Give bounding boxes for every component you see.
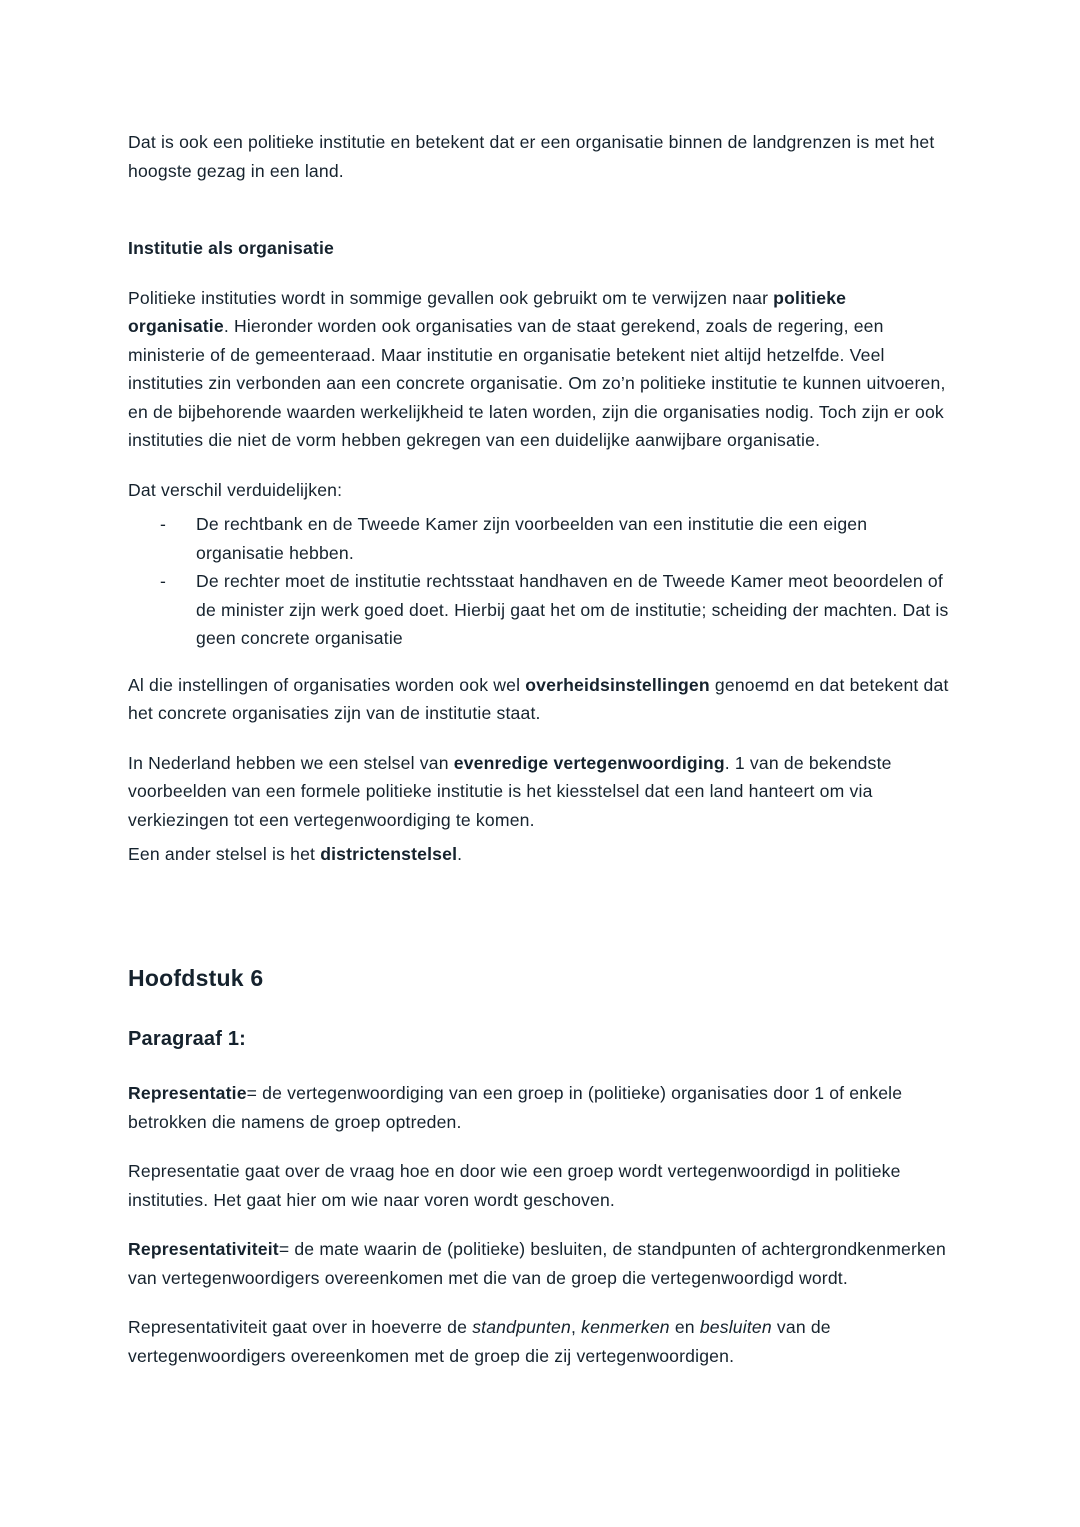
run-text: .	[457, 844, 463, 864]
list-item-label: De rechtbank en de Tweede Kamer zijn voorbeelden van een institutie die een eigen organisatie hebben.	[196, 514, 868, 563]
paragraph-representatie-definitie	[128, 1079, 952, 1136]
spacer	[128, 206, 952, 234]
run-text: Representativiteit gaat over in hoeverre de	[128, 1317, 473, 1338]
run-italic-besluiten: besluiten	[699, 1317, 772, 1338]
paragraph-districtenstelsel	[128, 840, 952, 869]
run-bold-overheidsinstellingen: overheidsinstellingen	[525, 674, 710, 695]
heading-hoofdstuk-6: Hoofdstuk 6	[128, 964, 264, 991]
run-text: = de vertegenwoordiging van een groep in (politieke) organisaties door 1 of enkele betrokken die namens de groep optreden.	[128, 1083, 903, 1132]
run-italic-kenmerken: kenmerken	[581, 1317, 670, 1338]
run-text: Al die instellingen of organisaties worden ook wel	[128, 674, 526, 695]
run-bold-politieke-organisatie: politieke organisatie	[128, 287, 847, 336]
heading-institutie-als-organisatie: Institutie als organisatie	[128, 238, 334, 258]
list-item	[128, 510, 952, 567]
document-body	[128, 128, 952, 1370]
paragraph-dat-verschil: Dat verschil verduidelijken:	[128, 479, 343, 500]
list-item-label: De rechter moet de institutie rechtsstaat handhaven en de Tweede Kamer meot beoordelen of de minister zijn werk goed doet. Hierbij gaat het om de institutie; scheiding der machten. Dat is geen concrete organisatie	[196, 571, 949, 648]
run-text: . Hieronder worden ook organisaties van de staat gerekend, zoals de regering, een ministerie of de gemeenteraad. Maar institutie en organisatie betekent niet altijd hetzelfde. Veel instituties zin verbonden aan een concrete organisatie. Om zo’n politieke institutie te kunnen uitvoeren, en de bijbehorende waarden werkelijkheid te laten worden, zijn die organisaties nodig. Toch zijn er ook instituties die niet de vorm hebben gekregen van een duidelijke aanwijbare organisatie.	[128, 316, 946, 450]
run-text: en	[669, 1317, 700, 1338]
paragraph-evenredige-vertegenwoordiging	[128, 749, 952, 835]
run-text: In Nederland hebben we een stelsel van	[128, 752, 454, 773]
paragraph-intro: Dat is ook een politieke institutie en betekent dat er een organisatie binnen de landgrenzen is met het hoogste gezag in een land.	[128, 132, 935, 181]
run-bold-districtenstelsel: districtenstelsel	[320, 844, 458, 864]
heading-paragraaf-1: Paragraaf 1:	[128, 1027, 247, 1050]
list-verschil	[128, 510, 952, 653]
list-marker: -	[160, 514, 167, 534]
list-marker: -	[160, 571, 167, 591]
run-text: van de vertegenwoordigers overeenkomen met de groep die zij vertegenwoordigen.	[128, 1317, 831, 1366]
paragraph-representatie-uitleg: Representatie gaat over de vraag hoe en door wie een groep wordt vertegenwoordigd in politieke instituties. Het gaat hier om wie naar voren wordt geschoven.	[128, 1161, 901, 1210]
run-text: Politieke instituties wordt in sommige gevallen ook gebruikt om te verwijzen naar	[128, 287, 774, 308]
paragraph-representativiteit-definitie	[128, 1235, 952, 1292]
run-bold-representatie: Representatie	[128, 1083, 247, 1104]
run-italic-standpunten: standpunten	[472, 1317, 571, 1338]
run-text: = de mate waarin de (politieke) besluiten, de standpunten of achtergrondkenmerken van vertegenwoordigers overeenkomen met die van de groep die vertegenwoordigd wordt.	[128, 1239, 946, 1288]
paragraph-overheidsinstellingen	[128, 671, 952, 728]
spacer	[128, 890, 952, 960]
run-text: . 1 van de bekendste voorbeelden van een formele politieke institutie is het kiesstelsel dat een land hanteert om via verkiezingen tot een vertegenwoordiging te komen.	[128, 752, 892, 830]
run-text: Een ander stelsel is het	[128, 844, 321, 864]
paragraph-representativiteit-uitleg	[128, 1313, 952, 1370]
run-text: genoemd en dat betekent dat het concrete organisaties zijn van de institutie staat.	[128, 674, 949, 723]
run-bold-evenredige-vertegenwoordiging: evenredige vertegenwoordiging	[453, 752, 725, 773]
run-text: ,	[570, 1317, 582, 1338]
paragraph-politieke-organisatie	[128, 284, 952, 455]
run-bold-representativiteit: Representativiteit	[128, 1239, 279, 1260]
list-item	[128, 567, 952, 653]
